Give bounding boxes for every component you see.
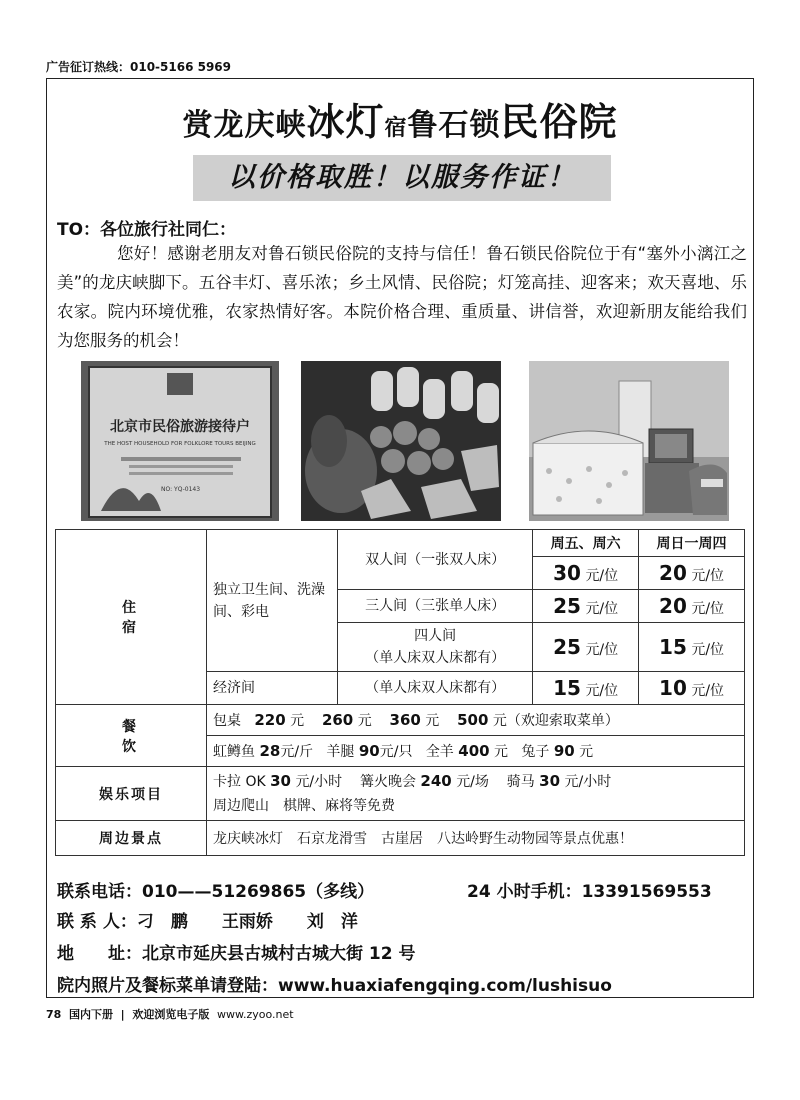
ad-frame: [46, 78, 754, 998]
price-economy-weekday: 10 元/位: [639, 672, 745, 705]
price-double-weekend: 30 元/位: [533, 557, 639, 590]
headline: [47, 91, 753, 146]
entertainment-label: 娱乐项目: [56, 767, 207, 821]
dining-line1: 包桌 220 元 260 元 360 元 500 元（欢迎索取菜单）: [207, 705, 745, 736]
contact-phone: 联系电话：010——51269865（多线）: [57, 882, 375, 902]
plaque-subtitle: THE HOST HOUSEHOLD FOR FOLKLORE TOURS BEIJING: [104, 441, 256, 447]
plaque-image: [81, 361, 279, 521]
headline-part4: 鲁石锁: [407, 108, 501, 143]
greeting-to: TO：各位旅行社同仁：: [57, 220, 237, 240]
dining-line2: 虹鳟鱼 28元/斤 羊腿 90元/只 全羊 400 元 兔子 90 元: [207, 736, 745, 767]
room-image: [529, 361, 729, 521]
headline-part1: 赏龙庆峡: [182, 108, 307, 143]
food-photo: [301, 361, 501, 521]
plaque-photo: [81, 361, 279, 521]
headline-part3: 宿: [384, 116, 408, 141]
price-double-weekday: 20 元/位: [639, 557, 745, 590]
contact-person: 联 系 人：刁 鹏 王雨娇 刘 洋: [57, 912, 358, 932]
headline-part5: 民俗院: [500, 100, 618, 144]
contact-address: 地 址：北京市延庆县古城村古城大街 12 号: [57, 944, 416, 964]
price-economy-weekend: 15 元/位: [533, 672, 639, 705]
footer-url: www.zyoo.net: [217, 1008, 294, 1021]
room-double: 双人间（一张双人床）: [338, 530, 533, 590]
price-quad-weekend: 25 元/位: [533, 623, 639, 672]
food-image: [301, 361, 501, 521]
contact-mobile: 24 小时手机：13391569553: [467, 882, 712, 902]
contact-website: 院内照片及餐标菜单请登陆：www.huaxiafengqing.com/lushisuo: [57, 976, 612, 996]
slogan-banner: 以价格取胜！以服务作证！: [193, 155, 611, 201]
intro-paragraph: 您好！感谢老朋友对鲁石锁民俗院的支持与信任！鲁石锁民俗院位于有“塞外小漓江之美”的龙庆峡脚下。五谷丰灯、喜乐浓；乡土风情、民俗院；灯笼高挂、迎客来；欢天喜地、乐农家。院内环境优雅，农家热情好客。本院价格合理、重质量、讲信誉，欢迎新朋友能给我们为您服务的机会！: [57, 244, 747, 350]
headline-part2: 冰灯: [306, 100, 385, 144]
dining-label: 餐 饮: [56, 705, 207, 767]
room-photo: [529, 361, 729, 521]
room-triple: 三人间（三张单人床）: [338, 590, 533, 623]
room-economy: （单人床双人床都有）: [338, 672, 533, 705]
facilities-cell: 独立卫生间、洗澡间、彩电: [207, 530, 338, 672]
col-weekend: 周五、周六: [533, 530, 639, 557]
footer-divider: |: [120, 1008, 125, 1021]
lodging-label: 住 宿: [56, 530, 207, 705]
price-triple-weekday: 20 元/位: [639, 590, 745, 623]
plaque-title: 北京市民俗旅游接待户: [110, 419, 250, 435]
price-quad-weekday: 15 元/位: [639, 623, 745, 672]
economy-label: 经济间: [207, 672, 338, 705]
footer-section: 国内下册: [68, 1008, 113, 1021]
ad-hotline: 广告征订热线：010-5166 5969: [46, 60, 232, 74]
plaque-number: NO: YQ-0143: [161, 486, 201, 493]
scenic-cell: 龙庆峡冰灯 石京龙滑雪 古崖居 八达岭野生动物园等景点优惠！: [207, 821, 745, 856]
col-weekday: 周日一周四: [639, 530, 745, 557]
page-footer: [46, 1006, 294, 1022]
rates-table: [55, 529, 745, 856]
page-number: 78: [46, 1008, 62, 1021]
footer-label: 欢迎浏览电子版: [132, 1008, 210, 1021]
room-quad: 四人间 （单人床双人床都有）: [338, 623, 533, 672]
price-triple-weekend: 25 元/位: [533, 590, 639, 623]
entertainment-cell: 卡拉 OK 30 元/小时 篝火晚会 240 元/场 骑马 30 元/小时 周边爬山 棋牌、麻将等免费: [207, 767, 745, 821]
scenic-label: 周边景点: [56, 821, 207, 856]
